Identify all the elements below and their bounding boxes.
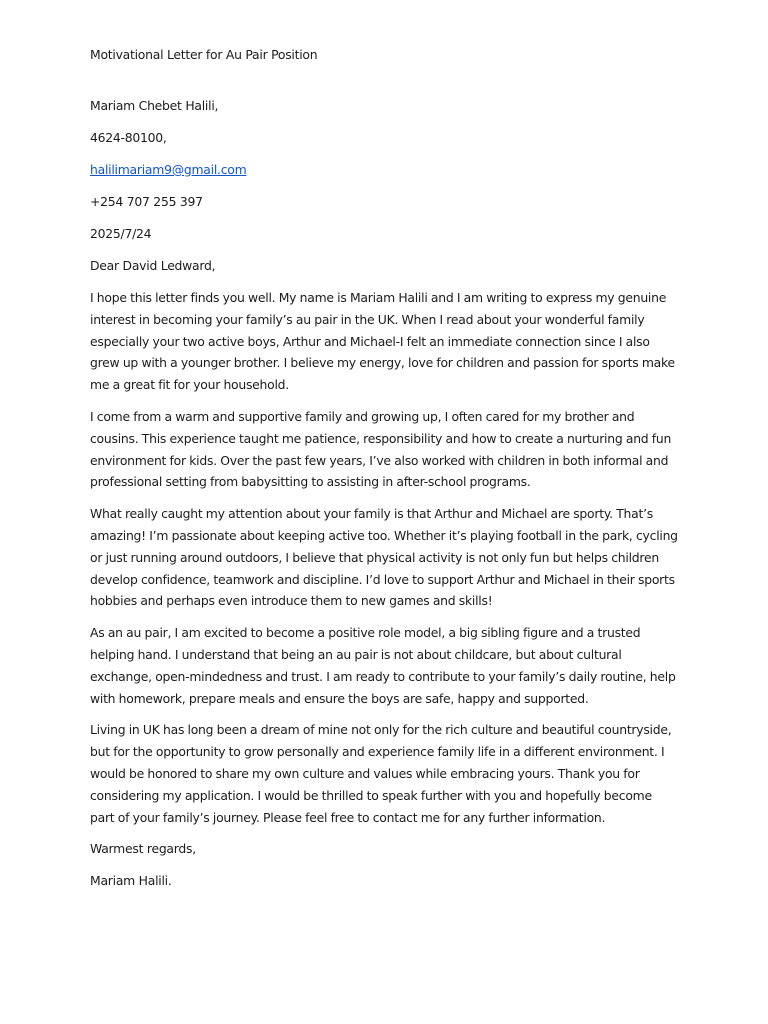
body-paragraph-3: What really caught my attention about your family is that Arthur and Michael are sporty. That’s amazing! I’m passionate about keeping active too. Whether it’s playing football in the park, cycling or just running around outdoors, I believe that physical activity is not only fun but helps children develop confidence, teamwork and discipline. I’d love to support Arthur and Michael in their sports hobbies and perhaps even introduce them to new games and skills! — [90, 506, 678, 609]
signature: Mariam Halili. — [90, 873, 172, 889]
closing: Warmest regards, — [90, 841, 196, 857]
body-paragraph-2: I come from a warm and supportive family and growing up, I often cared for my brother and cousins. This experience taught me patience, responsibility and how to create a nurturing and fun environment for kids. Over the past few years, I’ve also worked with children in both informal and professional setting from babysitting to assisting in after-school programs. — [90, 408, 672, 490]
letter-title: Motivational Letter for Au Pair Position — [90, 47, 318, 62]
letter-date: 2025/7/24 — [90, 226, 152, 241]
salutation: Dear David Ledward, — [90, 258, 216, 273]
body-paragraph-1: I hope this letter finds you well. My name is Mariam Halili and I am writing to express my genuine interest in becoming your family’s au pair in the UK. When I read about your wonderful family especially your two active boys, Arthur and Michael-I felt an immediate connection since I also grew up with a younger brother. I believe my energy, love for children and passion for sports make me a great fit for your household. — [90, 290, 675, 393]
sender-name: Mariam Chebet Halili, — [90, 98, 219, 113]
sender-postal-address: 4624-80100, — [90, 130, 167, 145]
sender-email — [90, 159, 678, 181]
email-link[interactable]: halilimariam9@gmail.com — [90, 162, 247, 177]
body-paragraph-5: Living in UK has long been a dream of mine not only for the rich culture and beautiful countryside, but for the opportunity to grow personally and experience family life in a different environment. I would be honored to share my own culture and values while embracing yours. Thank you for considering my application. I would be thrilled to speak further with you and hopefully become part of your family’s journey. Please feel free to contact me for any further information. — [90, 722, 672, 825]
body-paragraph-4: As an au pair, I am excited to become a positive role model, a big sibling figure and a trusted helping hand. I understand that being an au pair is not about childcare, but about cultural exchange, open-mindedness and trust. I am ready to contribute to your family’s daily routine, help with homework, prepare meals and ensure the boys are safe, happy and supported. — [90, 625, 676, 706]
sender-phone: +254 707 255 397 — [90, 194, 203, 209]
